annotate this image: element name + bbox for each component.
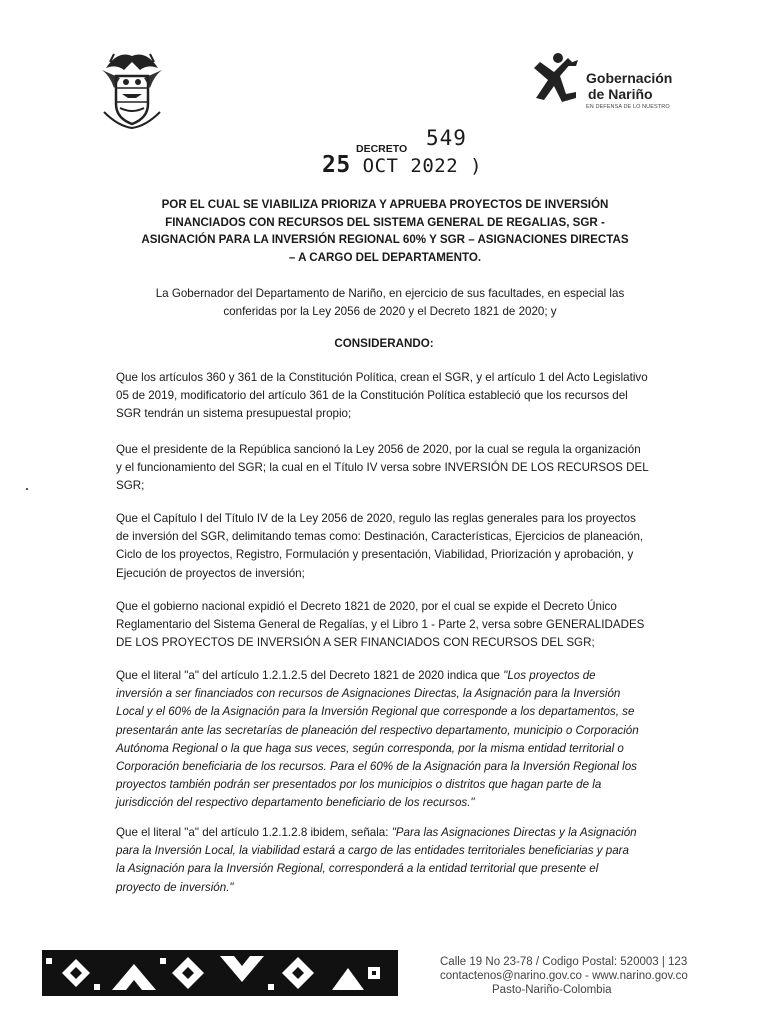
paragraph-lead: Que el literal "a" del artículo 1.2.1.2.8 ibidem, señala: xyxy=(116,826,392,839)
paragraph-line: Que el Capítulo I del Título IV de la Ley 2056 de 2020, regulo las reglas generales para los proyectos xyxy=(116,512,636,525)
paragraph-5 xyxy=(116,667,660,813)
footer-contact xyxy=(440,955,710,997)
footer-address: Calle 19 No 23-78 / Codigo Postal: 520003 | 123 xyxy=(440,956,688,968)
title-line: FINANCIADOS CON RECURSOS DEL SISTEMA GENERAL DE REGALIAS, SGR - xyxy=(165,215,605,229)
paragraph-line: SGR tendrán un sistema presupuestal propio; xyxy=(116,407,352,421)
paragraph-line: Ciclo de los proyectos, Registro, Formulación y presentación, Viabilidad, Priorización y aprobación, y xyxy=(116,548,634,562)
paragraph-6 xyxy=(116,824,660,897)
quote-line: Autónoma Regional o la que haga sus veces, según corresponda, por la misma entidad territorial o xyxy=(116,741,624,755)
logo-tagline: EN DEFENSA DE LO NUESTRO xyxy=(586,104,670,110)
decree-date xyxy=(322,152,482,178)
decree-label: DECRETO xyxy=(356,143,408,155)
paragraph-line: Que los artículos 360 y 361 de la Constitución Política, crean el SGR, y el artículo 1 del Acto Legislativo xyxy=(116,371,648,384)
paragraph-line: 05 de 2019, modificatorio del artículo 361 de la Constitución Política estableció que los recursos del xyxy=(116,389,628,403)
paragraph-3 xyxy=(116,510,660,583)
logo-name-line1: Gobernación xyxy=(586,70,673,86)
person-figure-icon xyxy=(532,52,580,106)
quote-line: proyecto de inversión." xyxy=(116,880,234,894)
quote-line: Local y el 60% de la Asignación para la Inversión Regional que corresponde a los departamentos, se xyxy=(116,705,635,719)
quote-line: presentarán ante las secretarías de planeación del respectivo departamento, municipio o Corporación xyxy=(116,723,639,737)
footer-email-web: contactenos@narino.gov.co - www.narino.gov.co xyxy=(440,970,688,982)
footer-city: Pasto-Nariño-Colombia xyxy=(492,984,612,996)
quote-start: "Los proyectos de xyxy=(503,669,596,682)
paragraph-line: SGR; xyxy=(116,479,145,493)
coat-of-arms-icon xyxy=(100,48,164,132)
gobernacion-logo xyxy=(532,52,692,114)
paragraph-1 xyxy=(116,369,660,424)
paragraph-line xyxy=(116,824,660,842)
intro-paragraph xyxy=(120,285,660,321)
intro-line: conferidas por la Ley 2056 de 2020 y el Decreto 1821 de 2020; y xyxy=(223,305,557,318)
paragraph-line: de inversión del SGR, delimitando temas como: Destinación, Características, Ejercicios de planeación, xyxy=(116,530,644,544)
paragraph-line xyxy=(116,667,660,685)
date-mark: ) xyxy=(470,155,483,177)
paragraph-line: Que el presidente de la República sancionó la Ley 2056 de 2020, por la cual se regula la organización xyxy=(116,443,641,456)
quote-line: proyectos también podrán ser presentados por los municipios o distritos que hagan parte de la xyxy=(116,778,602,792)
paragraph-line: Que el gobierno nacional expidió el Decreto 1821 de 2020, por el cual se expide el Decreto Único xyxy=(116,600,617,613)
decree-title xyxy=(140,196,630,266)
scan-speck xyxy=(26,488,28,490)
decorative-pattern-band xyxy=(42,950,398,996)
paragraph-line: Ejecución de proyectos de inversión; xyxy=(116,566,305,580)
paragraph-lead: Que el literal "a" del artículo 1.2.1.2.5 del Decreto 1821 de 2020 indica que xyxy=(116,669,504,682)
decree-number: 549 xyxy=(426,126,467,150)
quote-line: para la Inversión Local, la viabilidad estará a cargo de las entidades territoriales beneficiarias y para xyxy=(116,844,629,858)
paragraph-line: DE LOS PROYECTOS DE INVERSIÓN A SER FINANCIADOS CON RECURSOS DEL SGR; xyxy=(116,636,595,650)
quote-line: inversión a ser financiados con recursos de Asignaciones Directas, la Asignación para la Inversión xyxy=(116,687,621,701)
title-line: – A CARGO DEL DEPARTAMENTO. xyxy=(288,250,482,264)
paragraph-4 xyxy=(116,598,660,653)
quote-start: "Para las Asignaciones Directas y la Asignación xyxy=(391,826,637,839)
logo-name-line2: de Nariño xyxy=(588,86,653,102)
quote-line: Corporación beneficiaria de los recursos. Para el 60% de la Asignación para la Inversión Regional los xyxy=(116,760,637,774)
paragraph-2 xyxy=(116,441,660,496)
logo-name xyxy=(586,70,672,102)
title-line: ASIGNACIÓN PARA LA INVERSIÓN REGIONAL 60% Y SGR – ASIGNACIONES DIRECTAS xyxy=(141,233,629,246)
title-line: POR EL CUAL SE VIABILIZA PRIORIZA Y APRUEBA PROYECTOS DE INVERSIÓN xyxy=(161,198,609,211)
intro-line: La Gobernador del Departamento de Nariño, en ejercicio de sus facultades, en especial las xyxy=(155,287,625,300)
considerando-heading: CONSIDERANDO: xyxy=(334,337,434,350)
paragraph-line: y el funcionamiento del SGR; la cual en el Título IV versa sobre INVERSIÓN DE LOS RECURSOS DEL xyxy=(116,461,649,475)
paragraph-line: Reglamentario del Sistema General de Regalías, y el Libro 1 - Parte 2, versa sobre GENERALIDADES xyxy=(116,618,645,632)
date-day: 25 xyxy=(322,152,351,178)
date-month-year: OCT 2022 xyxy=(362,155,459,177)
quote-line: la Asignación para la Inversión Regional, corresponderá a la entidad territorial que presente el xyxy=(116,862,599,876)
quote-line: jurisdicción del respectivo departamento beneficiario de los recursos." xyxy=(116,796,475,810)
